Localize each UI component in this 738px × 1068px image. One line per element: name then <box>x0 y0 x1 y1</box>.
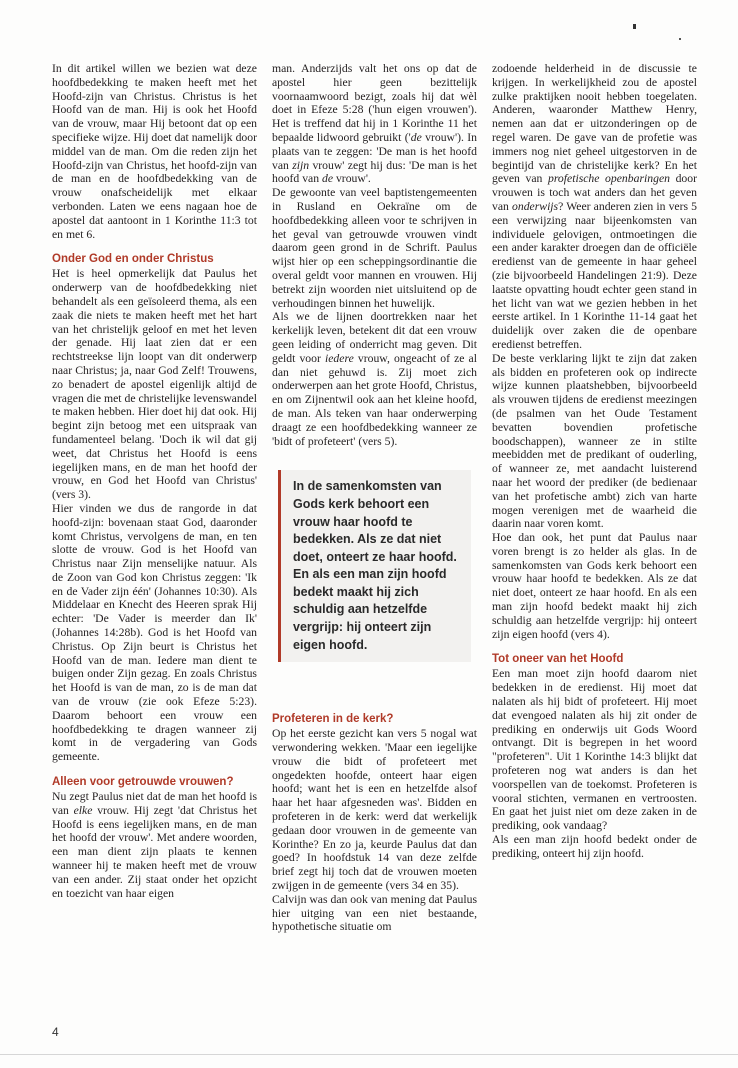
text-run: man. Anderzijds valt het ons op dat de apostel hier geen bezittelijk voornaamwoord bezigt, zoals hij dat wèl doet in Efeze 5:28 ('hun eigen vrouwen'). Het is treffend dat hij in 1 Korinthe 11 het bepaalde lidwoord gebruikt (' <box>272 62 477 144</box>
body-paragraph: Hier vinden we dus de rangorde in dat hoofd-zijn: bovenaan staat God, daaronder komt Christus, vervolgens de man, en ten slotte de vrouw. God is het Hoofd van Christus naar Zijn menselijke natuur. Als de Zoon van God kon Christus zeggen: 'Ik en de Vader zijn één' (Johannes 10:30). Als Middelaar en Knecht des Heeren sprak Hij echter: 'De Vader is meerder dan Ik' (Johannes 14:28b). God is het Hoofd van Christus. Op Zijn beurt is Christus het Hoofd van de man. Iedere man dient te buigen onder Zijn gezag. En zoals Christus het Hoofd is van de man, zo is de man dat van de vrouw (zie ook Efeze 5:23). Daarom behoort een vrouw een hoofdbedekking te dragen wanneer zij komt in de vergadering van Gods gemeente. <box>52 501 257 764</box>
emphasis: de <box>410 130 422 144</box>
text-run: ? Weer anderen zien in vers 5 een verwijzing naar bijeenkomsten van individuele gelovigen, ontmoetingen die een ander karakter droegen dan de officiële eredienst van de gemeente in haar geheel (zie bijvoorbeeld Handelingen 21:9). Deze laatste opvatting houdt echter geen stand in het licht van wat we gezien hebben in het eerste artikel. In 1 Korinthe 11-14 gaat het duidelijk over zaken die de openbare eredienst betreffen. <box>492 199 698 351</box>
text-run: vrouw'. <box>333 172 371 186</box>
column-right <box>492 62 697 861</box>
scan-mark <box>633 24 636 29</box>
column-middle <box>272 62 477 934</box>
body-paragraph: Een man moet zijn hoofd daarom niet bedekken in de eredienst. Hij moet dat nalaten als hij bidt of profeteert. Hij moet dat evengoed nalaten als hij zit onder de prediking en onderwijs uit Gods Woord ontvangt. Dit is begrepen in het woord "profeteren". Uit 1 Korinthe 14:3 blijkt dat profeteren nog wat anders is dan het voorspellen van de toekomst. Profeteren is vooral stichten, vermanen en vertroosten. En gaat het juist niet om deze zaken in de prediking, ook vandaag? <box>492 667 697 833</box>
text-run: Als we de lijnen doortrekken naar het kerkelijk leven, betekent dit dat een vrouw geen leiding of onderricht mag geven. Dit geldt voor <box>272 310 477 365</box>
body-paragraph: Calvijn was dan ook van mening dat Paulus hier uitging van een niet bestaande, hypothetische situatie om <box>272 892 477 934</box>
body-paragraph: Als een man zijn hoofd bedekt onder de prediking, onteert hij zijn hoofd. <box>492 833 697 860</box>
bottom-divider <box>0 1054 738 1055</box>
column-left <box>52 62 257 900</box>
emphasis: elke <box>73 803 93 817</box>
text-run: vrouw' zegt hij dus: 'De man is het hoofd van <box>272 158 478 186</box>
body-paragraph: Het is heel opmerkelijk dat Paulus het onderwerp van de hoofdbedekking niet behandelt als een geïsoleerd thema, als een zaak die niets te maken heeft met het hart van het christelijk geloof en met het leven der genade. Hij laat zien dat er een rechtstreekse lijn loopt van dit onderwerp naar Christus; ja, naar God Zelf! Trouwens, zo benadert de apostel eigenlijk altijd de vragen die met de christelijke levenswandel te maken hebben. Hier doet hij dat ook. Hij begint zijn betoog met een uitspraak van fundamenteel belang. 'Doch ik wil dat gij weet, dat Christus het Hoofd is eens iegelijken mans, en de man het hoofd der vrouw, en God het Hoofd van Christus' (vers 3). <box>52 267 257 502</box>
intro-paragraph: In dit artikel willen we bezien wat deze hoofdbedekking te maken heeft met het Hoofd-zijn van Christus. Christus is het Hoofd van de man. Hij is ook het Hoofd van de vrouw, maar Hij betoont dat op een specifieke wijze. Hij doet dat namelijk door middel van de man. Om die reden zijn het Hoofd-zijn van Christus, het hoofd-zijn van de man en de hoofdbedekking van de vrouw onafscheidelijk met elkaar verbonden. Laten we eens nagaan hoe de apostel dat aantoont in 1 Korinthe 11:3 tot en met 6. <box>52 62 257 241</box>
text-run: door vrouwen is toch wat anders dan het geven van <box>492 172 697 213</box>
body-paragraph <box>52 790 257 900</box>
text-run: vrouw, ongeacht of ze al dan niet gehuwd is. Zij moet zich onderwerpen aan het grote Hoofd, Christus, en om Zijnentwil ook aan het kleine hoofd, de man. Als teken van haar onderwerping draagt ze een hoofdbedekking wanneer ze 'bidt of profeteert' (vers 5). <box>272 351 477 448</box>
section-heading: Alleen voor getrouwde vrouwen? <box>52 776 234 789</box>
emphasis: profetische openbaringen <box>547 172 670 186</box>
pull-quote-text: In de samenkomsten van Gods kerk behoort een vrouw haar hoofd te bedekken. Als ze dat niet doet, onteert ze haar hoofd. En als een man zijn hoofd bedekt maakt hij zich schuldig aan hetzelfde vergrijp: hij onteert zijn eigen hoofd. <box>293 479 457 652</box>
body-paragraph <box>272 310 477 448</box>
emphasis: de <box>322 172 334 186</box>
scan-mark <box>679 38 681 40</box>
body-paragraph: De gewoonte van veel baptistengemeenten in Rusland en Oekraïne om de hoofdbedekking alleen voor te schrijven in het geval van getrouwde vrouwen vindt daarom geen grond in de Schrift. Paulus wijst hier op een scheppingsordinantie die overal geldt voor mannen en vrouwen. Hij betrekt zijn woorden niet uitsluitend op de verhoudingen binnen het huwelijk. <box>272 186 477 310</box>
text-run: Nu zegt Paulus niet dat de man het hoofd is van <box>52 790 257 817</box>
body-paragraph <box>492 62 697 352</box>
pull-quote <box>278 470 471 662</box>
text-run: vrouw'). In plaats van te zeggen: 'De man is het hoofd van <box>272 130 477 172</box>
section-heading: Profeteren in de kerk? <box>272 713 394 726</box>
emphasis: onderwijs <box>512 199 559 213</box>
body-paragraph <box>272 62 477 186</box>
body-paragraph: De beste verklaring lijkt te zijn dat zaken als bidden en profeteren ook op indirecte wijze kunnen plaatshebben, bijvoorbeeld als vrouwen tijdens de eredienst meezingen (de psalmen van het Oude Testament bevatten bovendien profetische boodschappen), wanneer ze in stilte meebidden met de predikant of ouderling, of wanneer ze, met aandacht luisterend naar het woord der prediker (de bedienaar van het profetische ambt) zich van harte mogen verenigen met de waarheid die daarin naar voren komt. <box>492 351 697 531</box>
section-heading: Onder God en onder Christus <box>52 253 214 266</box>
text-run: zodoende helderheid in de discussie te krijgen. In werkelijkheid zou de apostel zulke praktijken nooit hebben toegelaten. Anderen, waaronder Matthew Henry, nemen aan dat er uitzonderingen op de regel waren. De gave van de profetie was immers nog niet geheel uitgestorven in de begintijd van de christelijke kerk? En het geven van <box>492 62 697 186</box>
emphasis: iedere <box>324 351 354 365</box>
page-number: 4 <box>52 1025 59 1039</box>
section-heading: Tot oneer van het Hoofd <box>492 653 624 666</box>
body-paragraph: Op het eerste gezicht kan vers 5 nogal wat verwondering wekken. 'Maar een iegelijke vrouw die bidt of profeteert met ongedekten hoofde, onteert haar eigen hoofd; want het is een en hetzelfde alsof haar het haar afgesneden was'. Bidden en profeteren in de kerk: werd dat werkelijk gedaan door vrouwen in de gemeente van Korinthe? En zo ja, keurde Paulus dat dan goed? In hoofdstuk 14 van deze zelfde brief zegt hij toch dat de vrouwen moeten zwijgen in de gemeente (vers 34 en 35). <box>272 727 477 893</box>
text-run: vrouw. Hij zegt 'dat Christus het Hoofd is eens iegelijken mans, en de man het hoofd der vrouw'. Met andere woorden, een man dient zijn plaats te kennen wanneer hij te maken heeft met de vrouw van een ander. Zij staat onder het opzicht en toezicht van haar eigen <box>52 803 257 900</box>
body-paragraph: Hoe dan ook, het punt dat Paulus naar voren brengt is zo helder als glas. In de samenkomsten van Gods kerk behoort een vrouw haar hoofd te bedekken. Als ze dat niet doet, onteert ze haar hoofd. En als een man zijn hoofd bedekt maakt hij zich schuldig aan hetzelfde vergrijp: hij onteert zijn eigen hoofd (vers 4). <box>492 531 697 641</box>
emphasis: zijn <box>292 158 310 172</box>
